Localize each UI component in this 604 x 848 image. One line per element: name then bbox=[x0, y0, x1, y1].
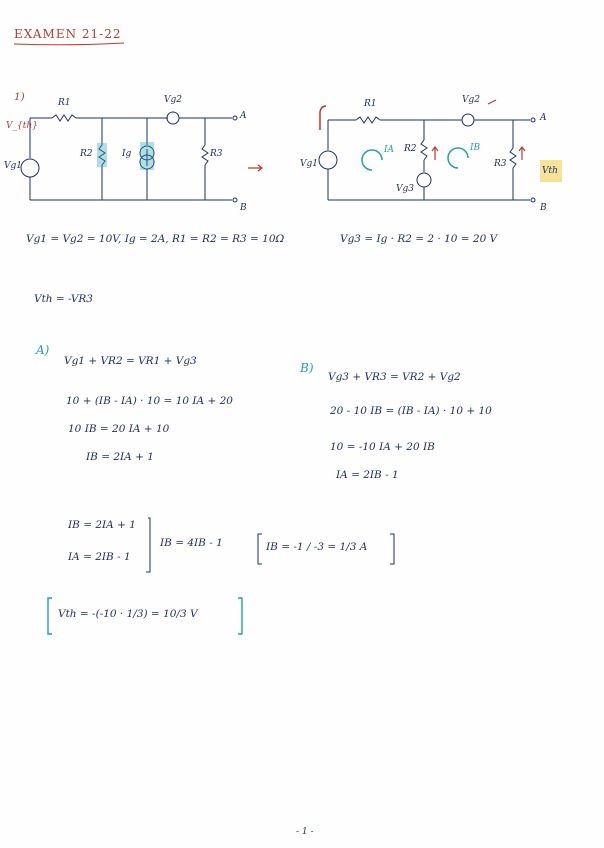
section-b-label: B) bbox=[300, 361, 314, 375]
circuit2-vg1: Vg1 bbox=[300, 159, 318, 169]
circuit2-ib: IB bbox=[470, 143, 481, 153]
circuit2-ia: IA bbox=[384, 145, 395, 155]
section-a-label: A) bbox=[36, 343, 50, 357]
circuit2-vg3: Vg3 bbox=[396, 184, 414, 194]
section-a-line-1: Vg1 + VR2 = VR1 + Vg3 bbox=[64, 355, 197, 367]
circuit2-node-a: A bbox=[540, 113, 547, 123]
section-a-line-3: 10 IB = 20 IA + 10 bbox=[68, 423, 170, 435]
ib-result: IB = -1 / -3 = 1/3 A bbox=[266, 541, 368, 553]
circuit2-vth: Vth bbox=[542, 166, 558, 176]
circuit2-node-b: B bbox=[540, 203, 547, 213]
circuit1-r3: R3 bbox=[210, 149, 223, 159]
vg3-equation: Vg3 = Ig · R2 = 2 · 10 = 20 V bbox=[340, 233, 498, 245]
system-eq-1: IB = 2IA + 1 bbox=[68, 519, 136, 531]
circuit2-r2: R2 bbox=[404, 144, 417, 154]
section-b-line-1: Vg3 + VR3 = VR2 + Vg2 bbox=[328, 371, 461, 383]
system-result: IB = 4IB - 1 bbox=[160, 537, 223, 549]
circuit2-r1: R1 bbox=[364, 99, 377, 109]
vth-definition: Vth = -VR3 bbox=[34, 293, 93, 305]
circuit1-vg2: Vg2 bbox=[164, 95, 182, 105]
circuit1-ig: Ig bbox=[122, 149, 132, 159]
circuit1-r2: R2 bbox=[80, 149, 93, 159]
circuit1-node-b: B bbox=[240, 203, 247, 213]
section-a-line-4: IB = 2IA + 1 bbox=[86, 451, 154, 463]
final-result: Vth = -(-10 · 1/3) = 10/3 V bbox=[58, 608, 198, 620]
circuit2-vg2: Vg2 bbox=[462, 95, 480, 105]
section-a-line-2: 10 + (IB - IA) · 10 = 10 IA + 20 bbox=[66, 395, 233, 407]
section-b-line-4: IA = 2IB - 1 bbox=[336, 469, 399, 481]
circuit1-vth-label: V_{th} bbox=[6, 121, 38, 131]
circuit2-r3: R3 bbox=[494, 159, 507, 169]
exam-title: EXAMEN 21-22 bbox=[14, 27, 122, 41]
circuit1-r1: R1 bbox=[58, 98, 71, 108]
page-number: - 1 - bbox=[296, 827, 314, 837]
section-b-line-2: 20 - 10 IB = (IB - IA) · 10 + 10 bbox=[330, 405, 492, 417]
system-eq-2: IA = 2IB - 1 bbox=[68, 551, 131, 563]
given-values: Vg1 = Vg2 = 10V, Ig = 2A, R1 = R2 = R3 = 10Ω bbox=[26, 233, 285, 245]
circuit1-node-a: A bbox=[240, 111, 247, 121]
section-b-line-3: 10 = -10 IA + 20 IB bbox=[330, 441, 435, 453]
circuit1-vg1: Vg1 bbox=[4, 161, 22, 171]
circuit1-mark: 1) bbox=[14, 91, 25, 103]
